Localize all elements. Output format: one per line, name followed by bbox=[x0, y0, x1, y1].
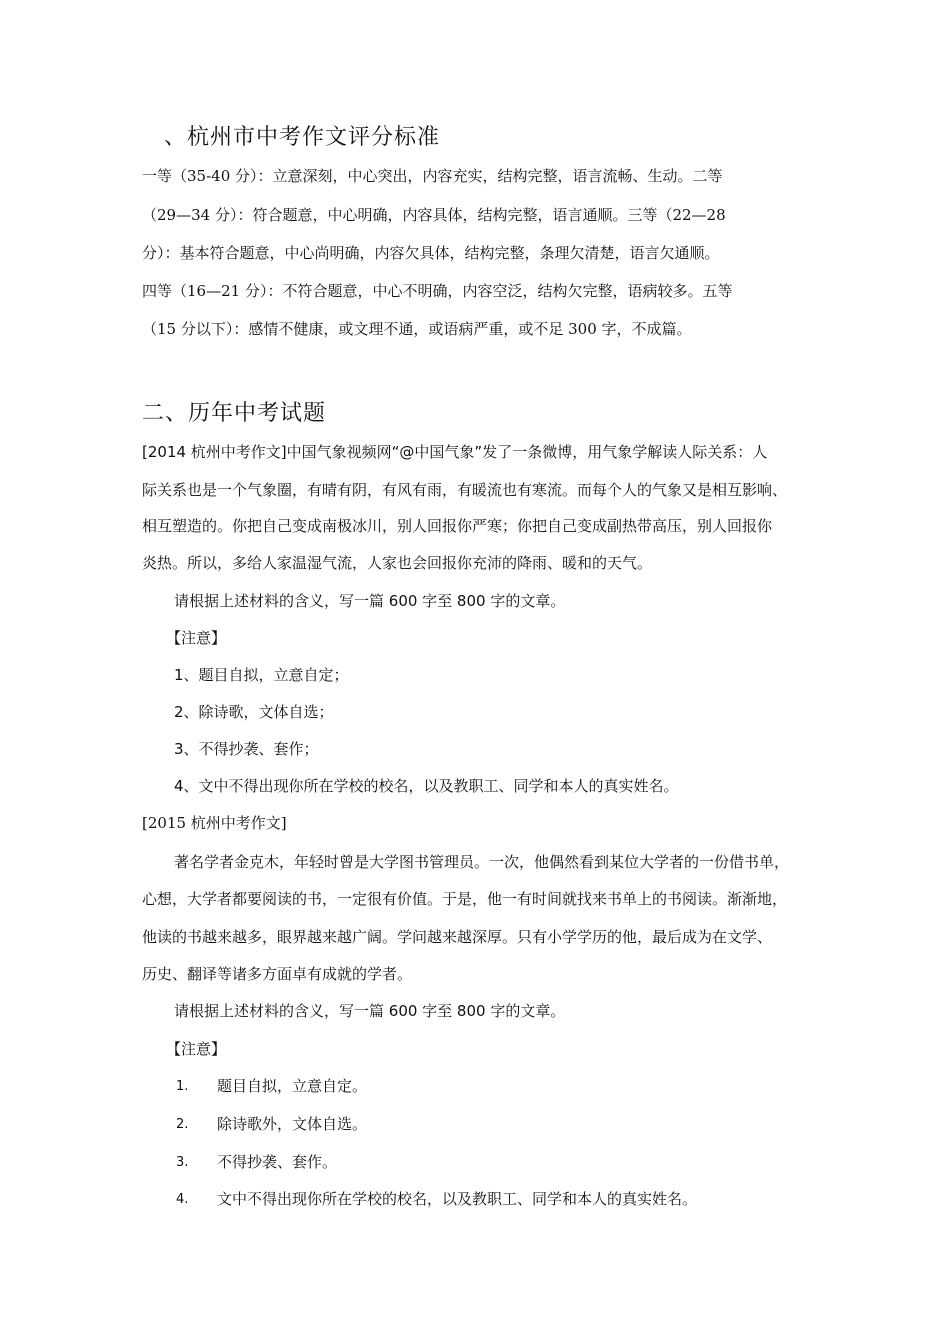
exam-2015-line: 心想，大学者都要阅读的书，一定很有价值。于是，他一有时间就找来书单上的书阅读。渐渐地， bbox=[142, 890, 788, 908]
scoring-line: 一等（35-40 分）：立意深刻，中心突出，内容充实，结构完整，语言流畅、生动。二等 bbox=[142, 167, 723, 185]
exam-2015-note-number: 4. bbox=[176, 1192, 189, 1207]
exam-2014-task: 请根据上述材料的含义，写一篇 600 字至 800 字的文章。 bbox=[174, 592, 566, 610]
exam-2015-line: 著名学者金克木，年轻时曾是大学图书管理员。一次，他偶然看到某位大学者的一份借书单， bbox=[174, 853, 790, 871]
scoring-line: （15 分以下）：感情不健康，或文理不通，或语病严重，或不足 300 字，不成篇。 bbox=[142, 320, 692, 338]
exam-2014-note: 3、不得抄袭、套作； bbox=[174, 740, 319, 758]
exam-2014-note: 4、文中不得出现你所在学校的校名，以及教职工、同学和本人的真实姓名。 bbox=[174, 777, 679, 795]
section-title-exams: 二、历年中考试题 bbox=[142, 401, 327, 426]
exam-2015-note-number: 3. bbox=[176, 1155, 189, 1170]
exam-2014-line: [2014 杭州中考作文]中国气象视频网“@中国气象”发了一条微博，用气象学解读人际关系：人 bbox=[142, 443, 768, 461]
exam-2014-note: 1、题目自拟，立意自定； bbox=[174, 666, 349, 684]
exam-2015-line: 历史、翻译等诸多方面卓有成就的学者。 bbox=[142, 965, 413, 983]
exam-2014-note-label: 【注意】 bbox=[166, 629, 227, 647]
exam-2014-line: 际关系也是一个气象圈，有晴有阴，有风有雨，有暖流也有寒流。而每个人的气象又是相互影响、 bbox=[142, 481, 788, 499]
exam-2014-note: 2、除诗歌，文体自选； bbox=[174, 703, 334, 721]
scoring-line: 四等（16—21 分）：不符合题意，中心不明确，内容空泛，结构欠完整，语病较多。五等 bbox=[142, 282, 733, 300]
scoring-line: 分）：基本符合题意，中心尚明确，内容欠具体，结构完整，条理欠清楚，语言欠通顺。 bbox=[142, 244, 720, 262]
exam-2015-note-number: 1. bbox=[176, 1079, 189, 1094]
exam-2014-line: 炎热。所以，多给人家温湿气流，人家也会回报你充沛的降雨、暖和的天气。 bbox=[142, 554, 653, 572]
exam-2015-note-text: 题目自拟，立意自定。 bbox=[217, 1077, 368, 1095]
exam-2015-note-text: 不得抄袭、套作。 bbox=[217, 1153, 338, 1171]
exam-2015-note-number: 2. bbox=[176, 1117, 189, 1132]
section-title-scoring: 、杭州市中考作文评分标准 bbox=[164, 125, 441, 150]
exam-2014-line: 相互塑造的。你把自己变成南极冰川，别人回报你严寒；你把自己变成副热带高压，别人回报你 bbox=[142, 517, 773, 535]
exam-2015-label: [2015 杭州中考作文] bbox=[142, 814, 287, 832]
exam-2015-note-text: 文中不得出现你所在学校的校名，以及教职工、同学和本人的真实姓名。 bbox=[217, 1190, 698, 1208]
exam-2015-line: 他读的书越来越多，眼界越来越广阔。学问越来越深厚。只有小学学历的他，最后成为在文学、 bbox=[142, 928, 773, 946]
scoring-line: （29—34 分）：符合题意，中心明确，内容具体，结构完整，语言通顺。三等（22—28 bbox=[142, 206, 726, 224]
exam-2015-note-label: 【注意】 bbox=[166, 1040, 227, 1058]
exam-2015-task: 请根据上述材料的含义，写一篇 600 字至 800 字的文章。 bbox=[174, 1002, 566, 1020]
exam-2015-note-text: 除诗歌外，文体自选。 bbox=[217, 1115, 368, 1133]
